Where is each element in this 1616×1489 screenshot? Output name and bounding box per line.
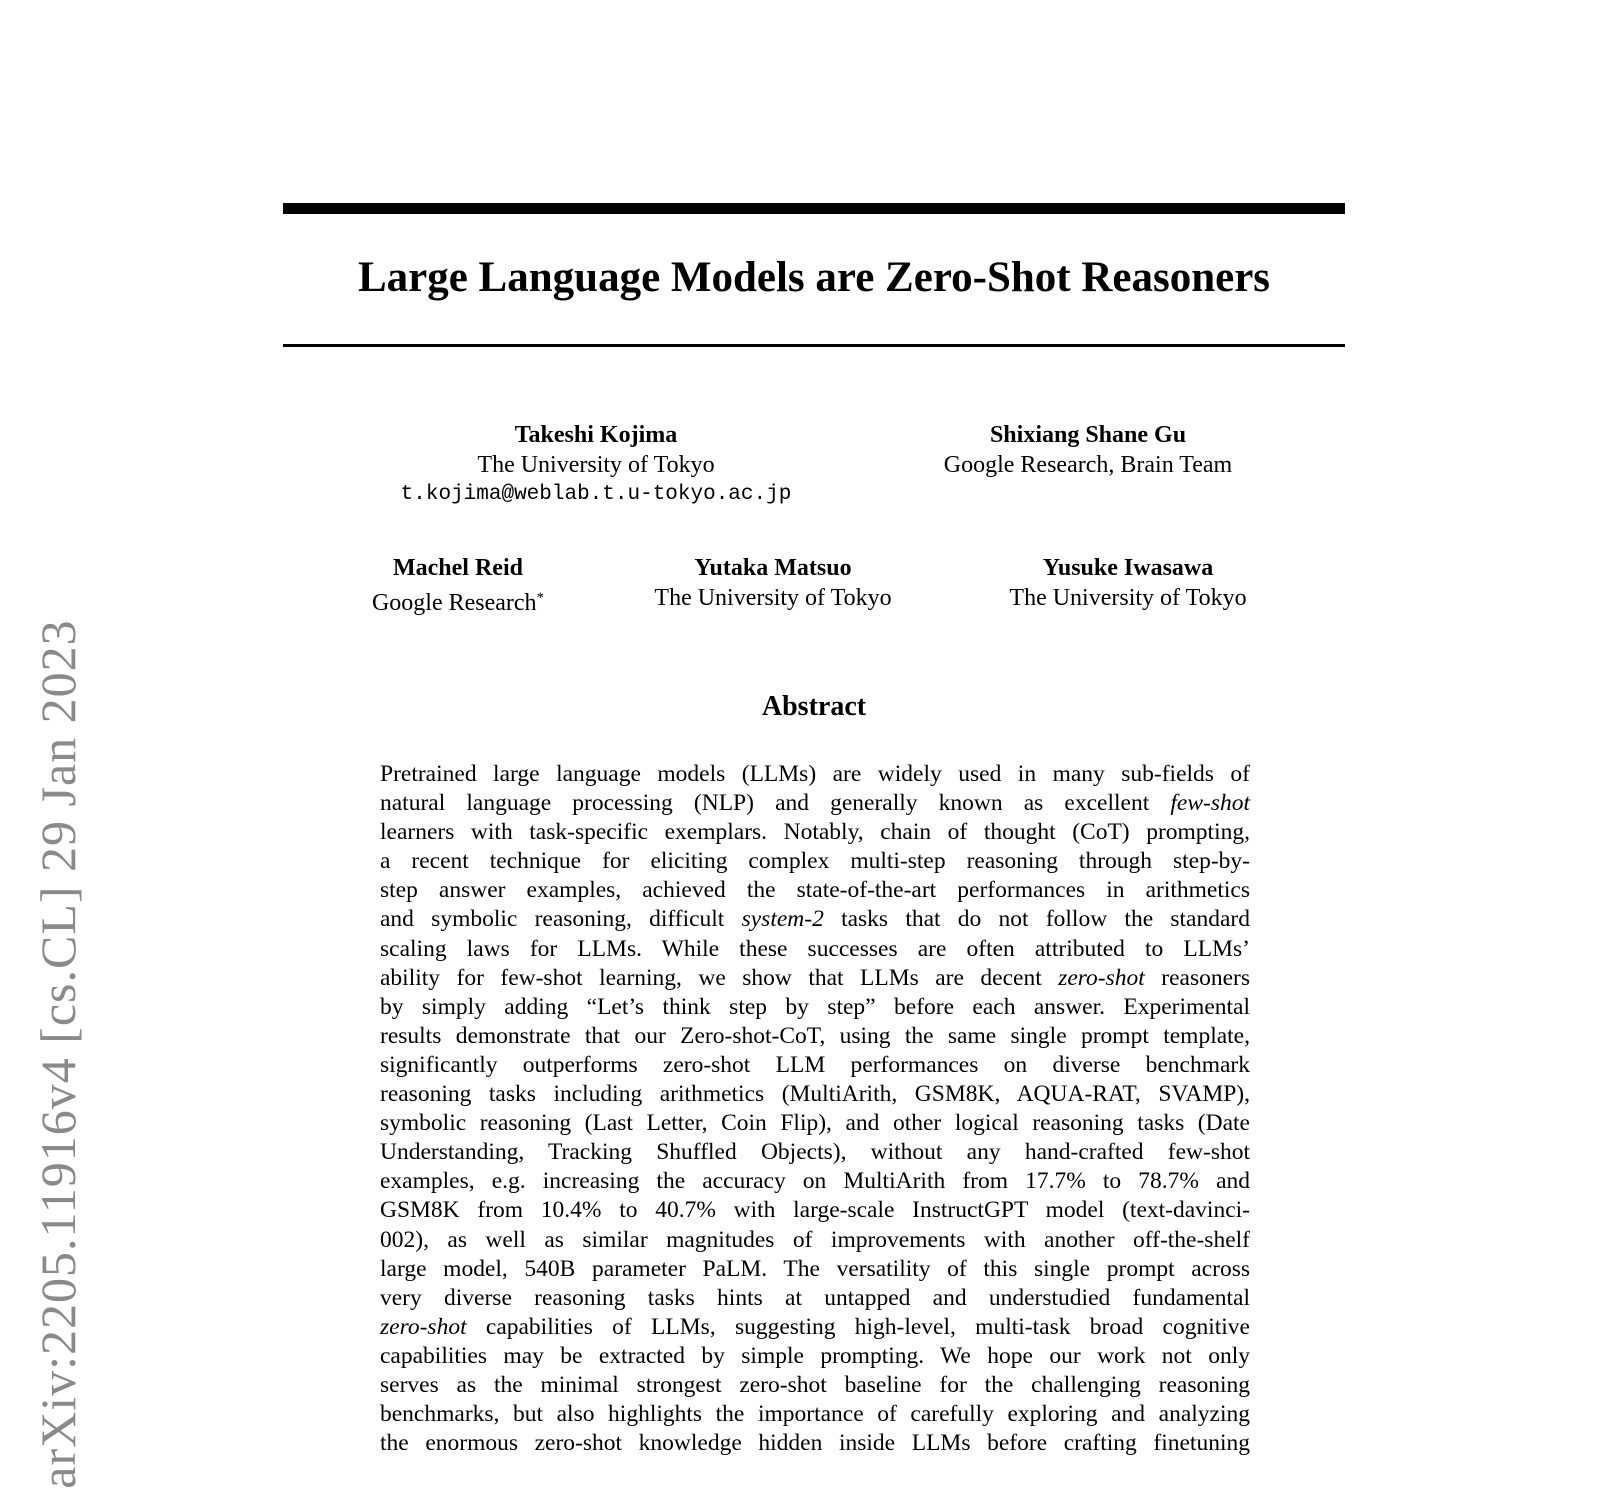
author-block (623, 553, 923, 613)
abstract-text: benchmarks, but also highlights the importance of carefully exploring and analyzing (380, 1401, 1250, 1428)
abstract-line (380, 1284, 1250, 1313)
author-block (978, 553, 1278, 613)
abstract-text: Pretrained large language models (LLMs) are widely used in many sub-fields of (380, 761, 1250, 787)
abstract-text: a recent technique for eliciting complex multi-step reasoning through step-by- (380, 848, 1250, 875)
abstract-line (380, 760, 1250, 789)
title-top-rule (283, 203, 1345, 214)
author-affiliation: The University of Tokyo (1009, 585, 1247, 611)
author-name: Yusuke Iwasawa (1042, 555, 1214, 581)
abstract-text: large model, 540B parameter PaLM. The versatility of this single prompt across (380, 1255, 1250, 1282)
author-block (338, 553, 578, 618)
abstract-line (380, 1313, 1250, 1342)
author-name: Shixiang Shane Gu (989, 422, 1187, 448)
abstract-line (380, 1226, 1250, 1255)
arxiv-identifier-stamp: arXiv:2205.11916v4 [cs.CL] 29 Jan 2023 (30, 619, 86, 1489)
author-affiliation: The University of Tokyo (477, 452, 715, 478)
author-affiliation: Google Research, Brain Team (943, 452, 1233, 478)
abstract-line (380, 789, 1250, 818)
author-block (386, 420, 806, 510)
paper-title: Large Language Models are Zero-Shot Reasoners (357, 254, 1271, 301)
abstract-text: step answer examples, achieved the state-of-the-art performances in arithmetics (380, 877, 1250, 904)
abstract-line (380, 1080, 1250, 1109)
abstract-line (380, 1429, 1250, 1458)
abstract-text: 002), as well as similar magnitudes of improvements with another off-the-shelf (380, 1226, 1250, 1253)
abstract-text: ability for few-shot learning, we show that LLMs are decent (380, 964, 1059, 991)
title-bottom-rule (283, 344, 1345, 347)
abstract-line (380, 1342, 1250, 1371)
abstract-text: tasks that do not follow the standard (823, 906, 1250, 933)
abstract-line (380, 1371, 1250, 1400)
abstract-line (380, 1255, 1250, 1284)
abstract-text: serves as the minimal strongest zero-shot baseline for the challenging reasoning (380, 1371, 1250, 1398)
abstract-emphasis: zero-shot (1058, 964, 1145, 991)
abstract-line (380, 1400, 1250, 1429)
abstract-line (380, 847, 1250, 876)
author-email[interactable]: t.kojima@weblab.t.u-tokyo.ac.jp (400, 483, 792, 506)
abstract-text: GSM8K from 10.4% to 40.7% with large-scale InstructGPT model (text-davinci- (380, 1197, 1250, 1224)
footnote-marker[interactable]: * (536, 590, 545, 606)
abstract-line (380, 1022, 1250, 1051)
abstract-text: examples, e.g. increasing the accuracy on MultiArith from 17.7% to 78.7% and (380, 1168, 1250, 1195)
abstract-text: reasoners (1144, 964, 1251, 991)
abstract-text: learners with task-specific exemplars. Notably, chain of thought (CoT) prompting, (380, 819, 1250, 846)
abstract-line (380, 935, 1250, 964)
abstract-line (380, 876, 1250, 905)
abstract-text: and symbolic reasoning, difficult (380, 906, 742, 933)
abstract-emphasis: system-2 (741, 906, 824, 933)
abstract-heading: Abstract (761, 691, 867, 722)
author-affiliation (338, 583, 578, 618)
abstract-line (380, 1051, 1250, 1080)
abstract-emphasis: zero-shot (380, 1313, 467, 1340)
abstract-line (380, 993, 1250, 1022)
abstract-body (380, 760, 1250, 1458)
author-name: Yutaka Matsuo (694, 555, 852, 581)
abstract-line (380, 1109, 1250, 1138)
abstract-text: Understanding, Tracking Shuffled Objects), without any hand-crafted few-shot (380, 1139, 1250, 1166)
abstract-text: very diverse reasoning tasks hints at untapped and understudied fundamental (380, 1284, 1250, 1311)
abstract-text: capabilities of LLMs, suggesting high-level, multi-task broad cognitive (466, 1313, 1250, 1340)
abstract-line (380, 1138, 1250, 1167)
abstract-text: by simply adding “Let’s think step by step” before each answer. Experimental (380, 993, 1250, 1020)
author-name: Machel Reid (393, 555, 523, 581)
author-block (888, 420, 1288, 480)
abstract-text: significantly outperforms zero-shot LLM performances on diverse benchmark (380, 1051, 1250, 1078)
abstract-line (380, 818, 1250, 847)
abstract-text: symbolic reasoning (Last Letter, Coin Flip), and other logical reasoning tasks (Date (380, 1110, 1250, 1137)
abstract-text: results demonstrate that our Zero-shot-CoT, using the same single prompt template, (380, 1022, 1250, 1049)
author-affiliation-text: Google Research (371, 590, 537, 616)
abstract-line (380, 1196, 1250, 1225)
author-name: Takeshi Kojima (514, 422, 678, 448)
abstract-text: reasoning tasks including arithmetics (MultiArith, GSM8K, AQUA-RAT, SVAMP), (380, 1081, 1250, 1108)
abstract-text: the enormous zero-shot knowledge hidden inside LLMs before crafting finetuning (380, 1430, 1250, 1457)
abstract-line (380, 905, 1250, 934)
abstract-emphasis: few-shot (1170, 790, 1250, 817)
abstract-text: capabilities may be extracted by simple prompting. We hope our work not only (380, 1342, 1250, 1369)
abstract-line (380, 964, 1250, 993)
abstract-line (380, 1167, 1250, 1196)
abstract-text: scaling laws for LLMs. While these successes are often attributed to LLMs’ (380, 935, 1250, 962)
author-affiliation: The University of Tokyo (654, 585, 892, 611)
abstract-text: natural language processing (NLP) and generally known as excellent (380, 790, 1171, 817)
